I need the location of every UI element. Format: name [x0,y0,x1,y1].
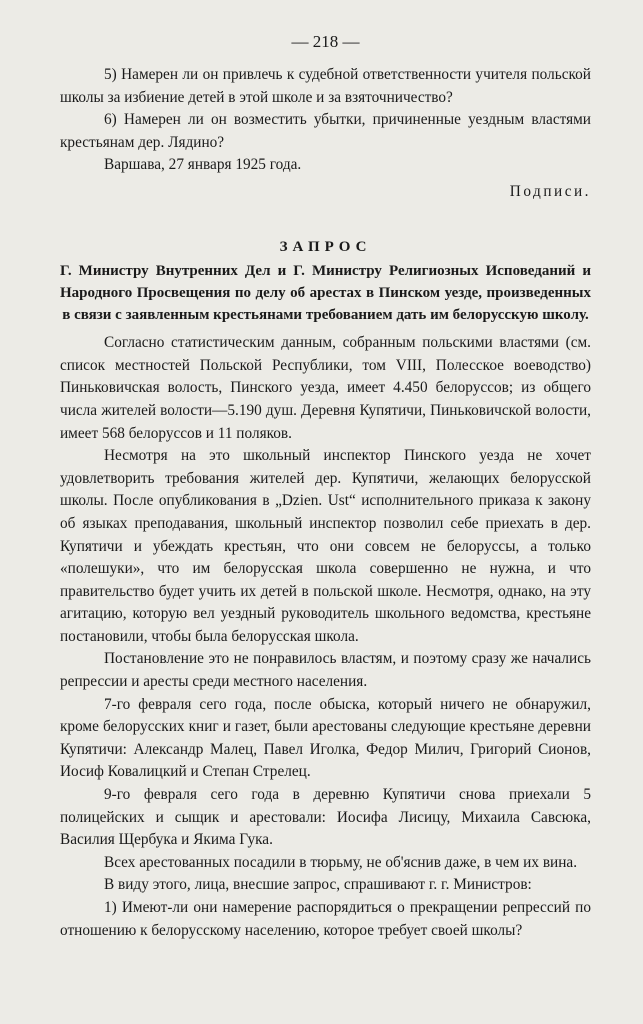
paragraph-inspector: Несмотря на это школьный инспектор Пинского уезда не хочет удовлетворить требования жителей дер. Купятичи, желающих белорусской школы. После опубликования в „Dzien. Ust“ исполнительного приказа к закону об языках преподавания, школьный инспектор позволил себе приехать в дер. Купятичи и убеждать крестьян, что они совсем не белоруссы, а только «полешуки», что им белорусская школа совершенно не нужна, и что правительство будет учить их детей в польской школе. Несмотря, однако, на эту агитацию, которую вел уездный руководитель школьного ведомства, крестьяне постановили, чтобы была белорусская школа. [60,447,591,645]
request-subtitle: Г. Министру Внутренних Дел и Г. Министру Религиозных Исповеданий и Народного Просвещения по делу об арестах в Пинском уезде, произведенных в связи с заявленным крестьянами требованием дать им белорусскую школу. [60,263,591,324]
page-number: — 218 — [291,32,360,51]
question-5: 5) Намерен ли он привлечь к судебной ответственности учителя польской школы за избиение детей в этой школе и за взяточничество? [60,66,591,106]
paragraph-arrests-feb9: 9-го февраля сего года в деревню Купятичи снова приехали 5 полицейских и сыщик и арестовали: Иосифа Лисицу, Михаила Савсюка, Василия Щербука и Якима Гука. [60,786,591,849]
paragraph-prison: Всех арестованных посадили в тюрьму, не об'яснив даже, в чем их вина. [104,853,578,871]
paragraph-question-1: 1) Имеют-ли они намерение распорядиться о прекращении репрессий по отношению к белорусскому населению, которое требует своей школы? [60,899,591,939]
place-date: Варшава, 27 января 1925 года. [104,156,302,174]
request-title: ЗАПРОС [279,238,372,255]
paragraph-arrests-feb7: 7-го февраля сего года, после обыска, который ничего не обнаружил, кроме белорусских книг и газет, были арестованы следующие крестьяне деревни Купятичи: Александр Малец, Павел Иголка, Федор Милич, Григорий Сионов, Иосиф Ковалицкий и Степан Стрелец. [60,695,591,781]
question-6: 6) Намерен ли он возместить убытки, причиненные уездным властями крестьянам дер. Лядино? [60,111,591,151]
paragraph-repressions: Постановление это не понравилось властям, и поэтому сразу же начались репрессии и аресты среди местного населения. [60,650,591,691]
paragraph-question-intro: В виду этого, лица, внесшие запрос, спрашивают г. г. Министров: [104,876,532,894]
paragraph-statistics: Согласно статистическим данным, собранным польскими властями (см. список местностей Польской Республики, том VIII, Полесское воеводство) Пиньковичская волость, Пинского уезда, имеет 4.450 белоруссов; из общего числа жителей волости—5.190 душ. Деревня Купятичи, Пиньковичской волости, имеет 568 белоруссов и 11 поляков. [60,334,591,442]
signatures: Подписи. [509,182,591,200]
